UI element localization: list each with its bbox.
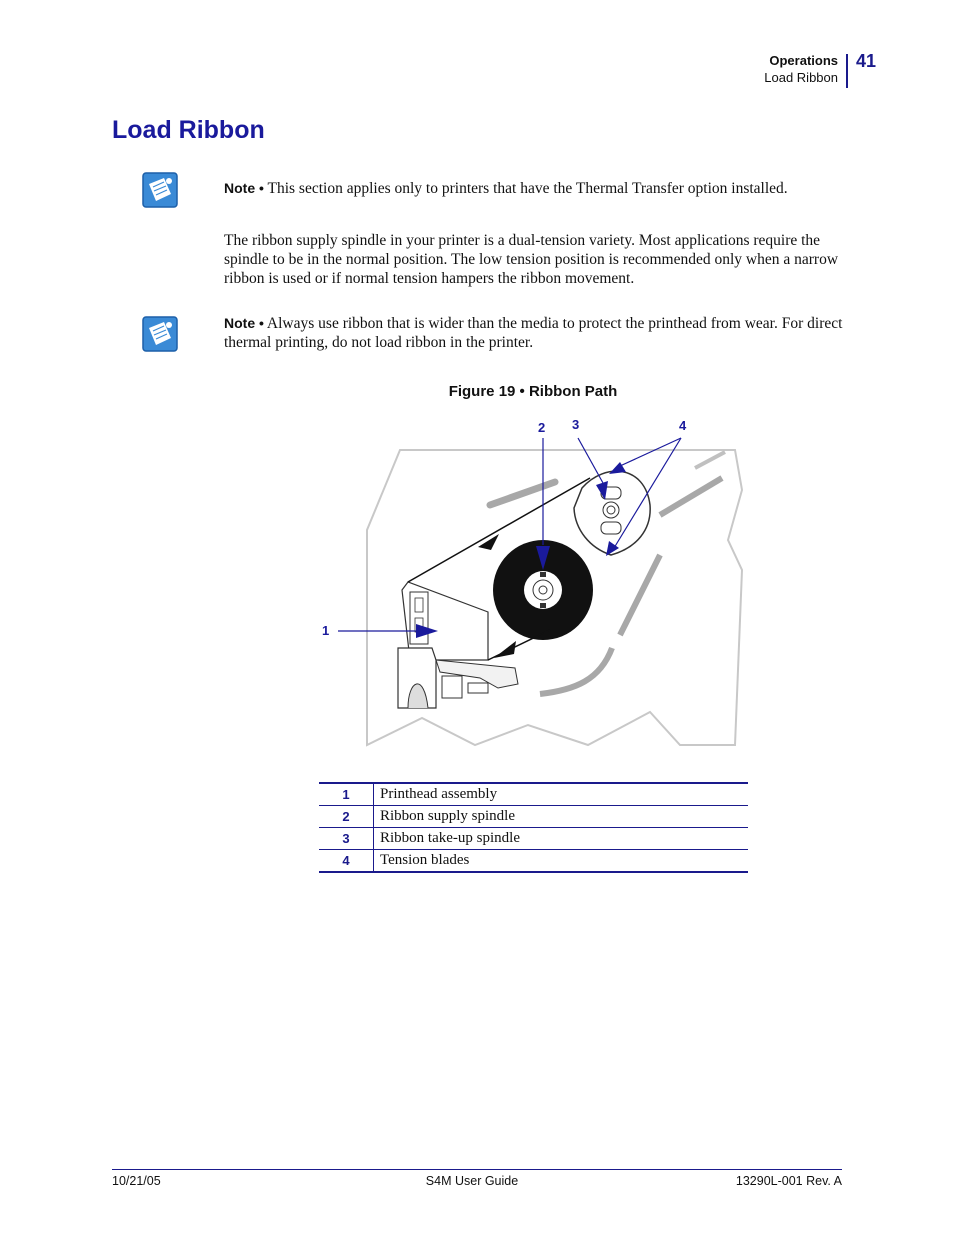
callout-3: 3 bbox=[572, 417, 580, 432]
note-1 bbox=[224, 179, 846, 198]
table-row bbox=[319, 806, 748, 828]
callout-line-3 bbox=[578, 438, 603, 483]
note-2-text: Always use ribbon that is wider than the media to protect the printhead from wear. For direct thermal printing, do not load ribbon in the printer. bbox=[224, 315, 843, 351]
guide-strip bbox=[695, 452, 725, 468]
figure-caption: Figure 19 • Ribbon Path bbox=[448, 383, 618, 400]
page-number: 41 bbox=[856, 51, 877, 71]
note-2-label: Note • bbox=[224, 315, 264, 331]
legend-description: Ribbon take-up spindle bbox=[374, 828, 749, 850]
note-2 bbox=[224, 314, 846, 352]
ribbon-take-up-spindle bbox=[574, 471, 650, 555]
ribbon-path-figure bbox=[310, 410, 760, 755]
legend-number: 3 bbox=[319, 828, 374, 850]
legend-number: 1 bbox=[319, 783, 374, 806]
note-1-label: Note • bbox=[224, 180, 264, 196]
guide-strip bbox=[620, 555, 660, 635]
legend-number: 4 bbox=[319, 850, 374, 873]
callout-4: 4 bbox=[679, 418, 687, 433]
table-row bbox=[319, 783, 748, 806]
body-paragraph: The ribbon supply spindle in your printer is a dual-tension variety. Most applications require the spindle to be in the normal position. The low tension position is recommended only when a narrow ribbon is used or if normal tension hampers the ribbon movement. bbox=[224, 232, 839, 287]
table-row bbox=[319, 850, 748, 873]
footer-guide-title: S4M User Guide bbox=[425, 1174, 519, 1188]
note-1-text: This section applies only to printers that have the Thermal Transfer option installed. bbox=[263, 180, 788, 197]
figure-legend-table bbox=[319, 782, 748, 873]
table-row bbox=[319, 828, 748, 850]
legend-description: Tension blades bbox=[374, 850, 749, 873]
footer-doc-number: 13290L-001 Rev. A bbox=[735, 1174, 842, 1188]
note-icon bbox=[142, 316, 178, 352]
guide-strip bbox=[540, 648, 612, 694]
guide-strip bbox=[490, 482, 555, 505]
guide-strip bbox=[660, 478, 722, 515]
callout-1: 1 bbox=[322, 623, 330, 638]
page-title: Load Ribbon bbox=[112, 116, 265, 144]
header-divider bbox=[846, 54, 848, 88]
note-icon bbox=[142, 172, 178, 208]
footer-divider bbox=[112, 1169, 842, 1170]
header-subsection: Load Ribbon bbox=[764, 70, 838, 85]
legend-description: Ribbon supply spindle bbox=[374, 806, 749, 828]
legend-number: 2 bbox=[319, 806, 374, 828]
legend-description: Printhead assembly bbox=[374, 783, 749, 806]
ribbon-direction-arrow bbox=[494, 641, 516, 658]
footer-date: 10/21/05 bbox=[112, 1174, 161, 1188]
header-section: Operations bbox=[769, 53, 838, 68]
callout-2: 2 bbox=[538, 420, 546, 435]
